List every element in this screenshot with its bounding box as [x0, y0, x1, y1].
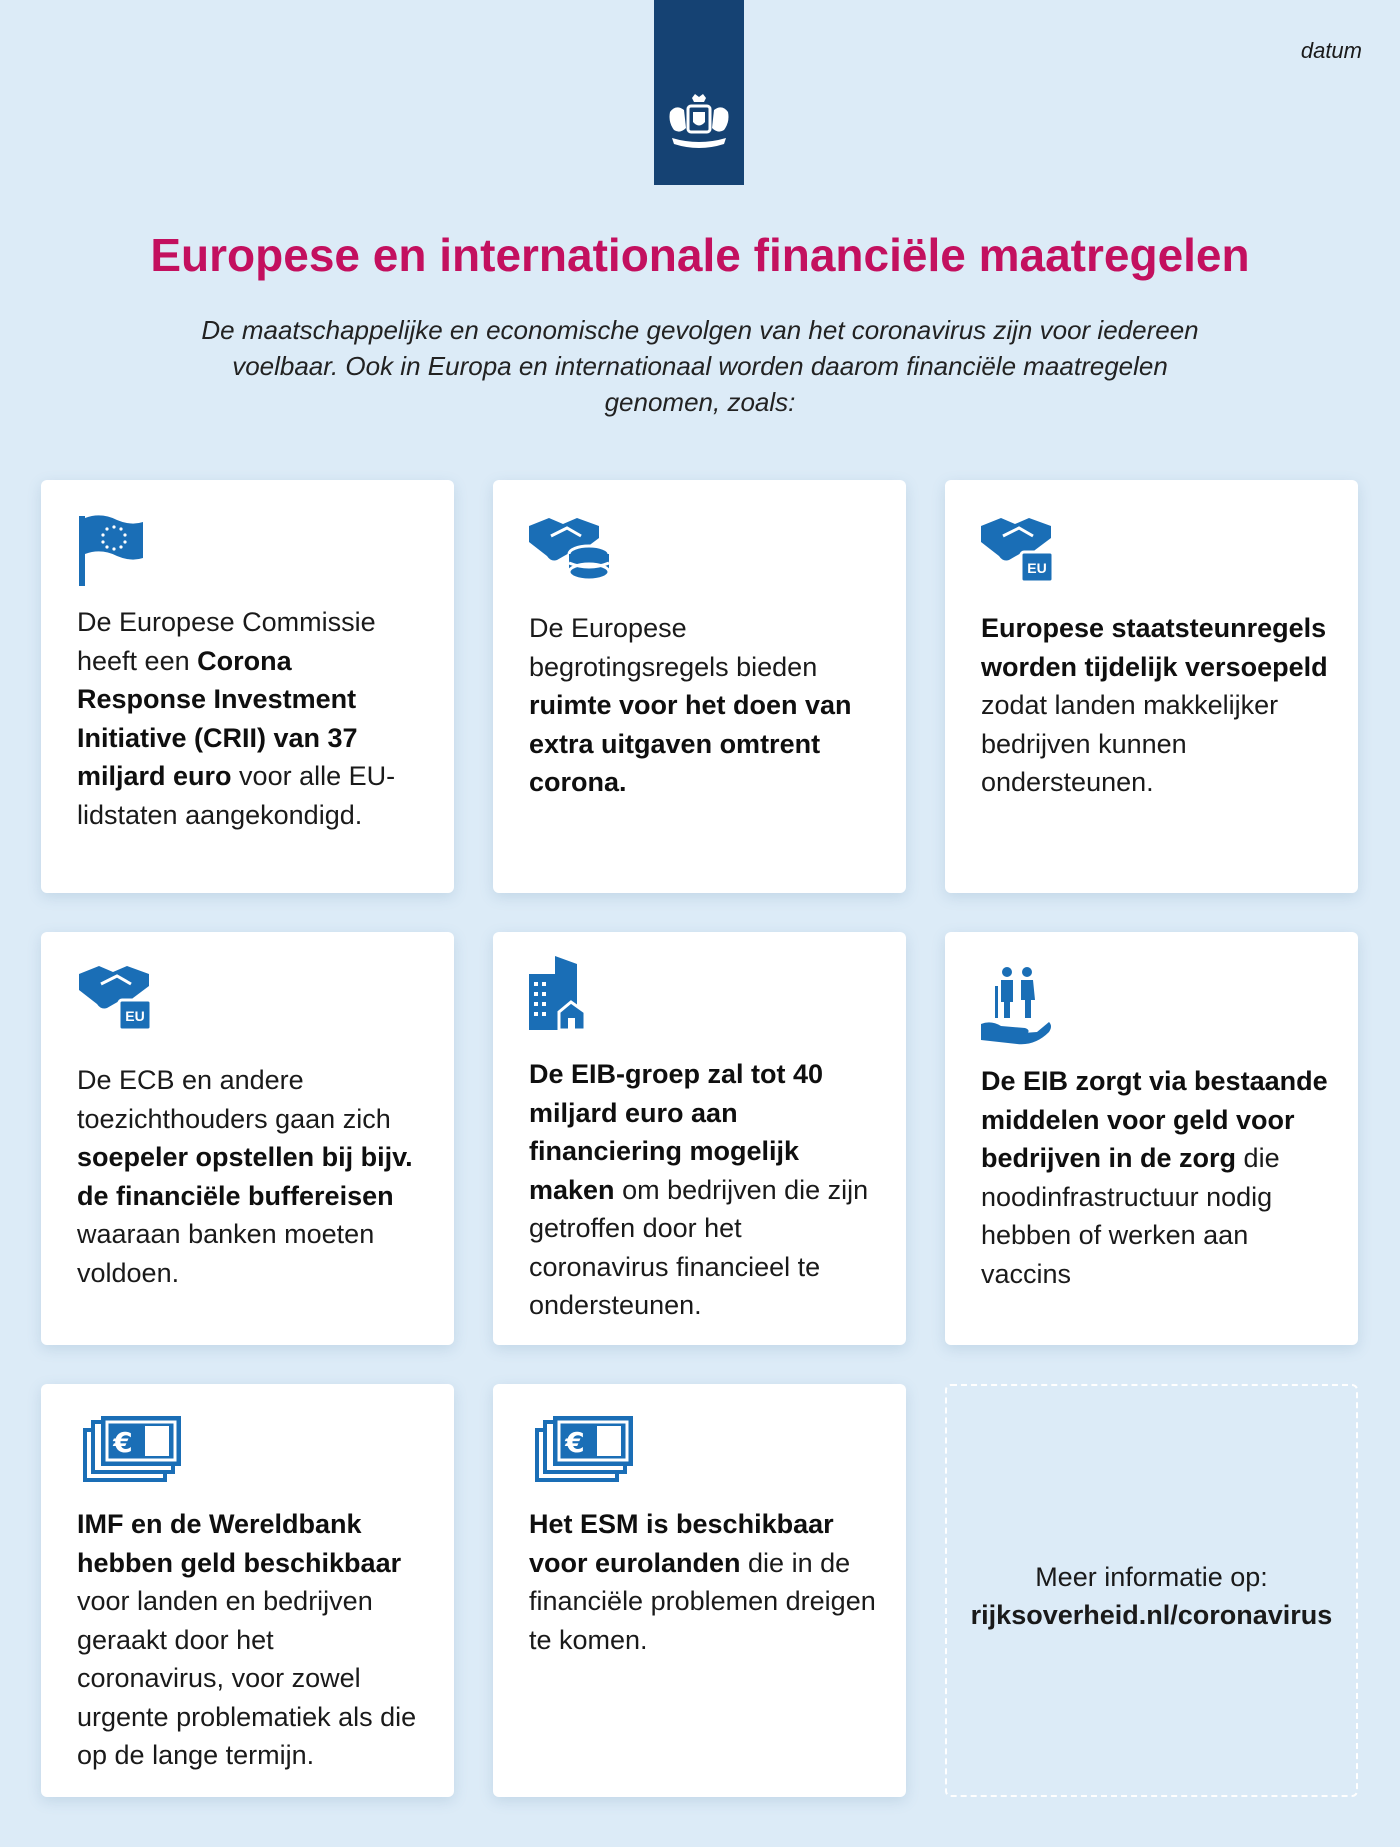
icon-label: €: [565, 1426, 585, 1459]
card-begrotingsregels: [493, 480, 906, 893]
card-text-bold: soepeler opstellen bij bijv. de financiële buffereisen: [77, 1142, 413, 1211]
card-text: [981, 1062, 1330, 1293]
card-text: [77, 603, 426, 834]
card-text-regular: die noodinfrastructuur nodig hebben of werken aan vaccins: [981, 1143, 1280, 1289]
date-label: datum: [1300, 38, 1362, 63]
card-text-bold: Corona Response Investment Initiative (CRII) van 37 miljard euro: [77, 645, 358, 791]
card-text-regular: om bedrijven die zijn getroffen door het coronavirus financieel te ondersteunen.: [529, 1174, 869, 1320]
icon-label: EU: [1027, 560, 1047, 576]
buildings-icon: [527, 952, 587, 1037]
card-text: [77, 1061, 426, 1292]
card-crii: [41, 480, 454, 893]
card-text-regular: zodat landen makkelijker bedrijven kunnen ondersteunen.: [981, 690, 1279, 797]
card-esm: [493, 1384, 906, 1797]
card-eib-zorg: [945, 932, 1358, 1345]
icon-label: €: [113, 1426, 133, 1459]
card-text-bold: IMF en de Wereldbank hebben geld beschikbaar: [77, 1509, 402, 1578]
card-text-bold: ruimte voor het doen van extra uitgaven omtrent corona.: [529, 690, 852, 797]
card-text-bold: Het ESM is beschikbaar voor eurolanden: [529, 1509, 834, 1578]
eu-flag-icon: [77, 514, 147, 593]
card-text-regular: die in de financiële problemen dreigen te komen.: [529, 1547, 876, 1655]
more-info-card: [945, 1384, 1358, 1797]
card-text: [529, 609, 878, 802]
card-ecb: [41, 932, 454, 1345]
icon-label: EU: [125, 1008, 145, 1024]
coat-of-arms-icon: [662, 92, 736, 166]
more-info-link[interactable]: rijksoverheid.nl/coronavirus: [970, 1600, 1333, 1630]
card-text: [529, 1505, 878, 1659]
card-text-regular: voor landen en bedrijven geraakt door het coronavirus, voor zowel urgente problematiek als die op de lange termijn.: [77, 1586, 417, 1770]
care-hand-icon: [979, 966, 1053, 1051]
card-text-regular: waaraan banken moeten voldoen.: [77, 1219, 375, 1288]
card-text-regular: voor alle EU-lidstaten aangekondigd.: [77, 761, 396, 830]
card-text-bold: De EIB zorgt via bestaande middelen voor geld voor bedrijven in de zorg: [981, 1066, 1328, 1173]
rijksoverheid-logo: [654, 0, 744, 185]
more-info-label: Meer informatie op:: [1035, 1562, 1268, 1592]
card-text: [981, 609, 1330, 802]
card-text-bold: Europese staatsteunregels worden tijdelijk versoepeld: [981, 613, 1328, 682]
handshake-eu-icon: [77, 962, 157, 1039]
handshake-coins-icon: [527, 514, 617, 591]
card-text-regular: De ECB en andere toezichthouders gaan zich: [77, 1065, 391, 1134]
card-text-regular: De Europese begrotingsregels bieden: [529, 613, 818, 682]
banknotes-icon: [83, 1414, 183, 1489]
card-text-bold: De EIB-groep zal tot 40 miljard euro aan financiering mogelijk maken: [529, 1059, 824, 1205]
intro-text: De maatschappelijke en economische gevolgen van het coronavirus zijn voor iedereen voelbaar. Ook in Europa en internationaal worden daarom financiële maatregelen genomen, zoals:: [201, 315, 1199, 417]
banknotes-icon: [535, 1414, 635, 1489]
page-title: Europese en internationale financiële maatregelen: [150, 229, 1250, 281]
card-text: [529, 1055, 878, 1325]
card-staatsteun: [945, 480, 1358, 893]
card-eib-groep: [493, 932, 906, 1345]
handshake-eu-icon: [979, 514, 1059, 591]
more-info: [947, 1558, 1356, 1634]
card-text-regular: De Europese Commissie heeft een: [77, 607, 376, 676]
card-imf: [41, 1384, 454, 1797]
card-text: [77, 1505, 426, 1775]
